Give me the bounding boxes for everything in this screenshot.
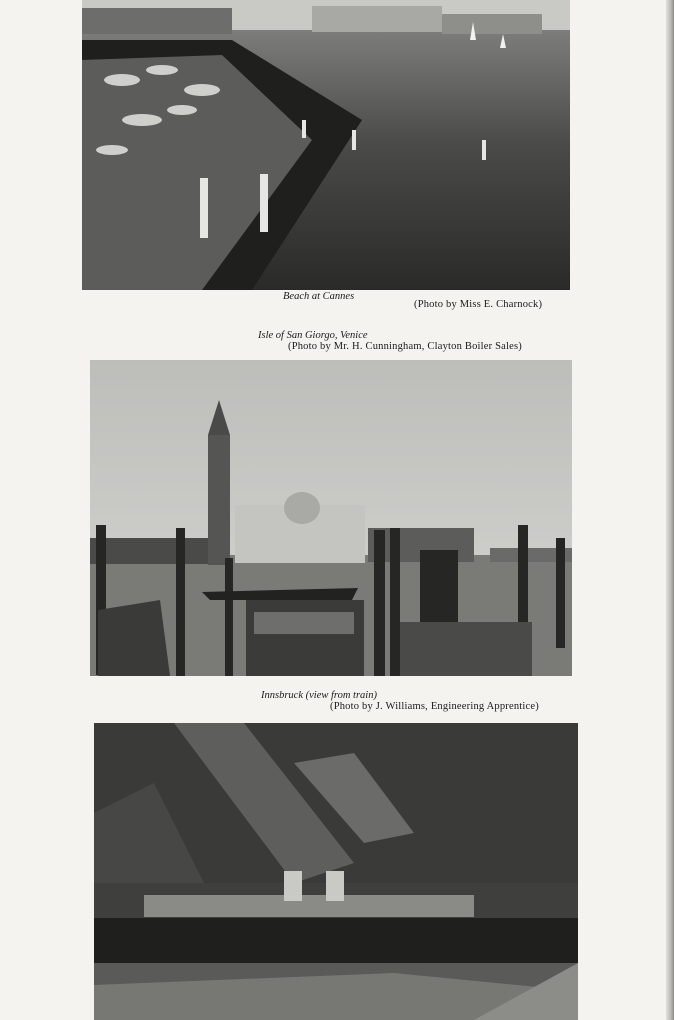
caption-title-innsbruck: Innsbruck (view from train) — [261, 690, 377, 701]
photo-beach-at-cannes — [82, 0, 570, 290]
caption-credit-cannes: (Photo by Miss E. Charnock) — [414, 299, 543, 310]
caption-title-cannes: Beach at Cannes — [283, 291, 355, 302]
photo-isle-of-san-giorgo — [90, 360, 572, 676]
photo-innsbruck — [94, 723, 578, 1020]
caption-title-venice: Isle of San Giorgo, Venice — [258, 330, 368, 341]
caption-credit-innsbruck: (Photo by J. Williams, Engineering Apprentice) — [330, 701, 539, 712]
caption-credit-venice: (Photo by Mr. H. Cunningham, Clayton Boiler Sales) — [288, 341, 522, 352]
page-edge — [666, 0, 674, 1020]
